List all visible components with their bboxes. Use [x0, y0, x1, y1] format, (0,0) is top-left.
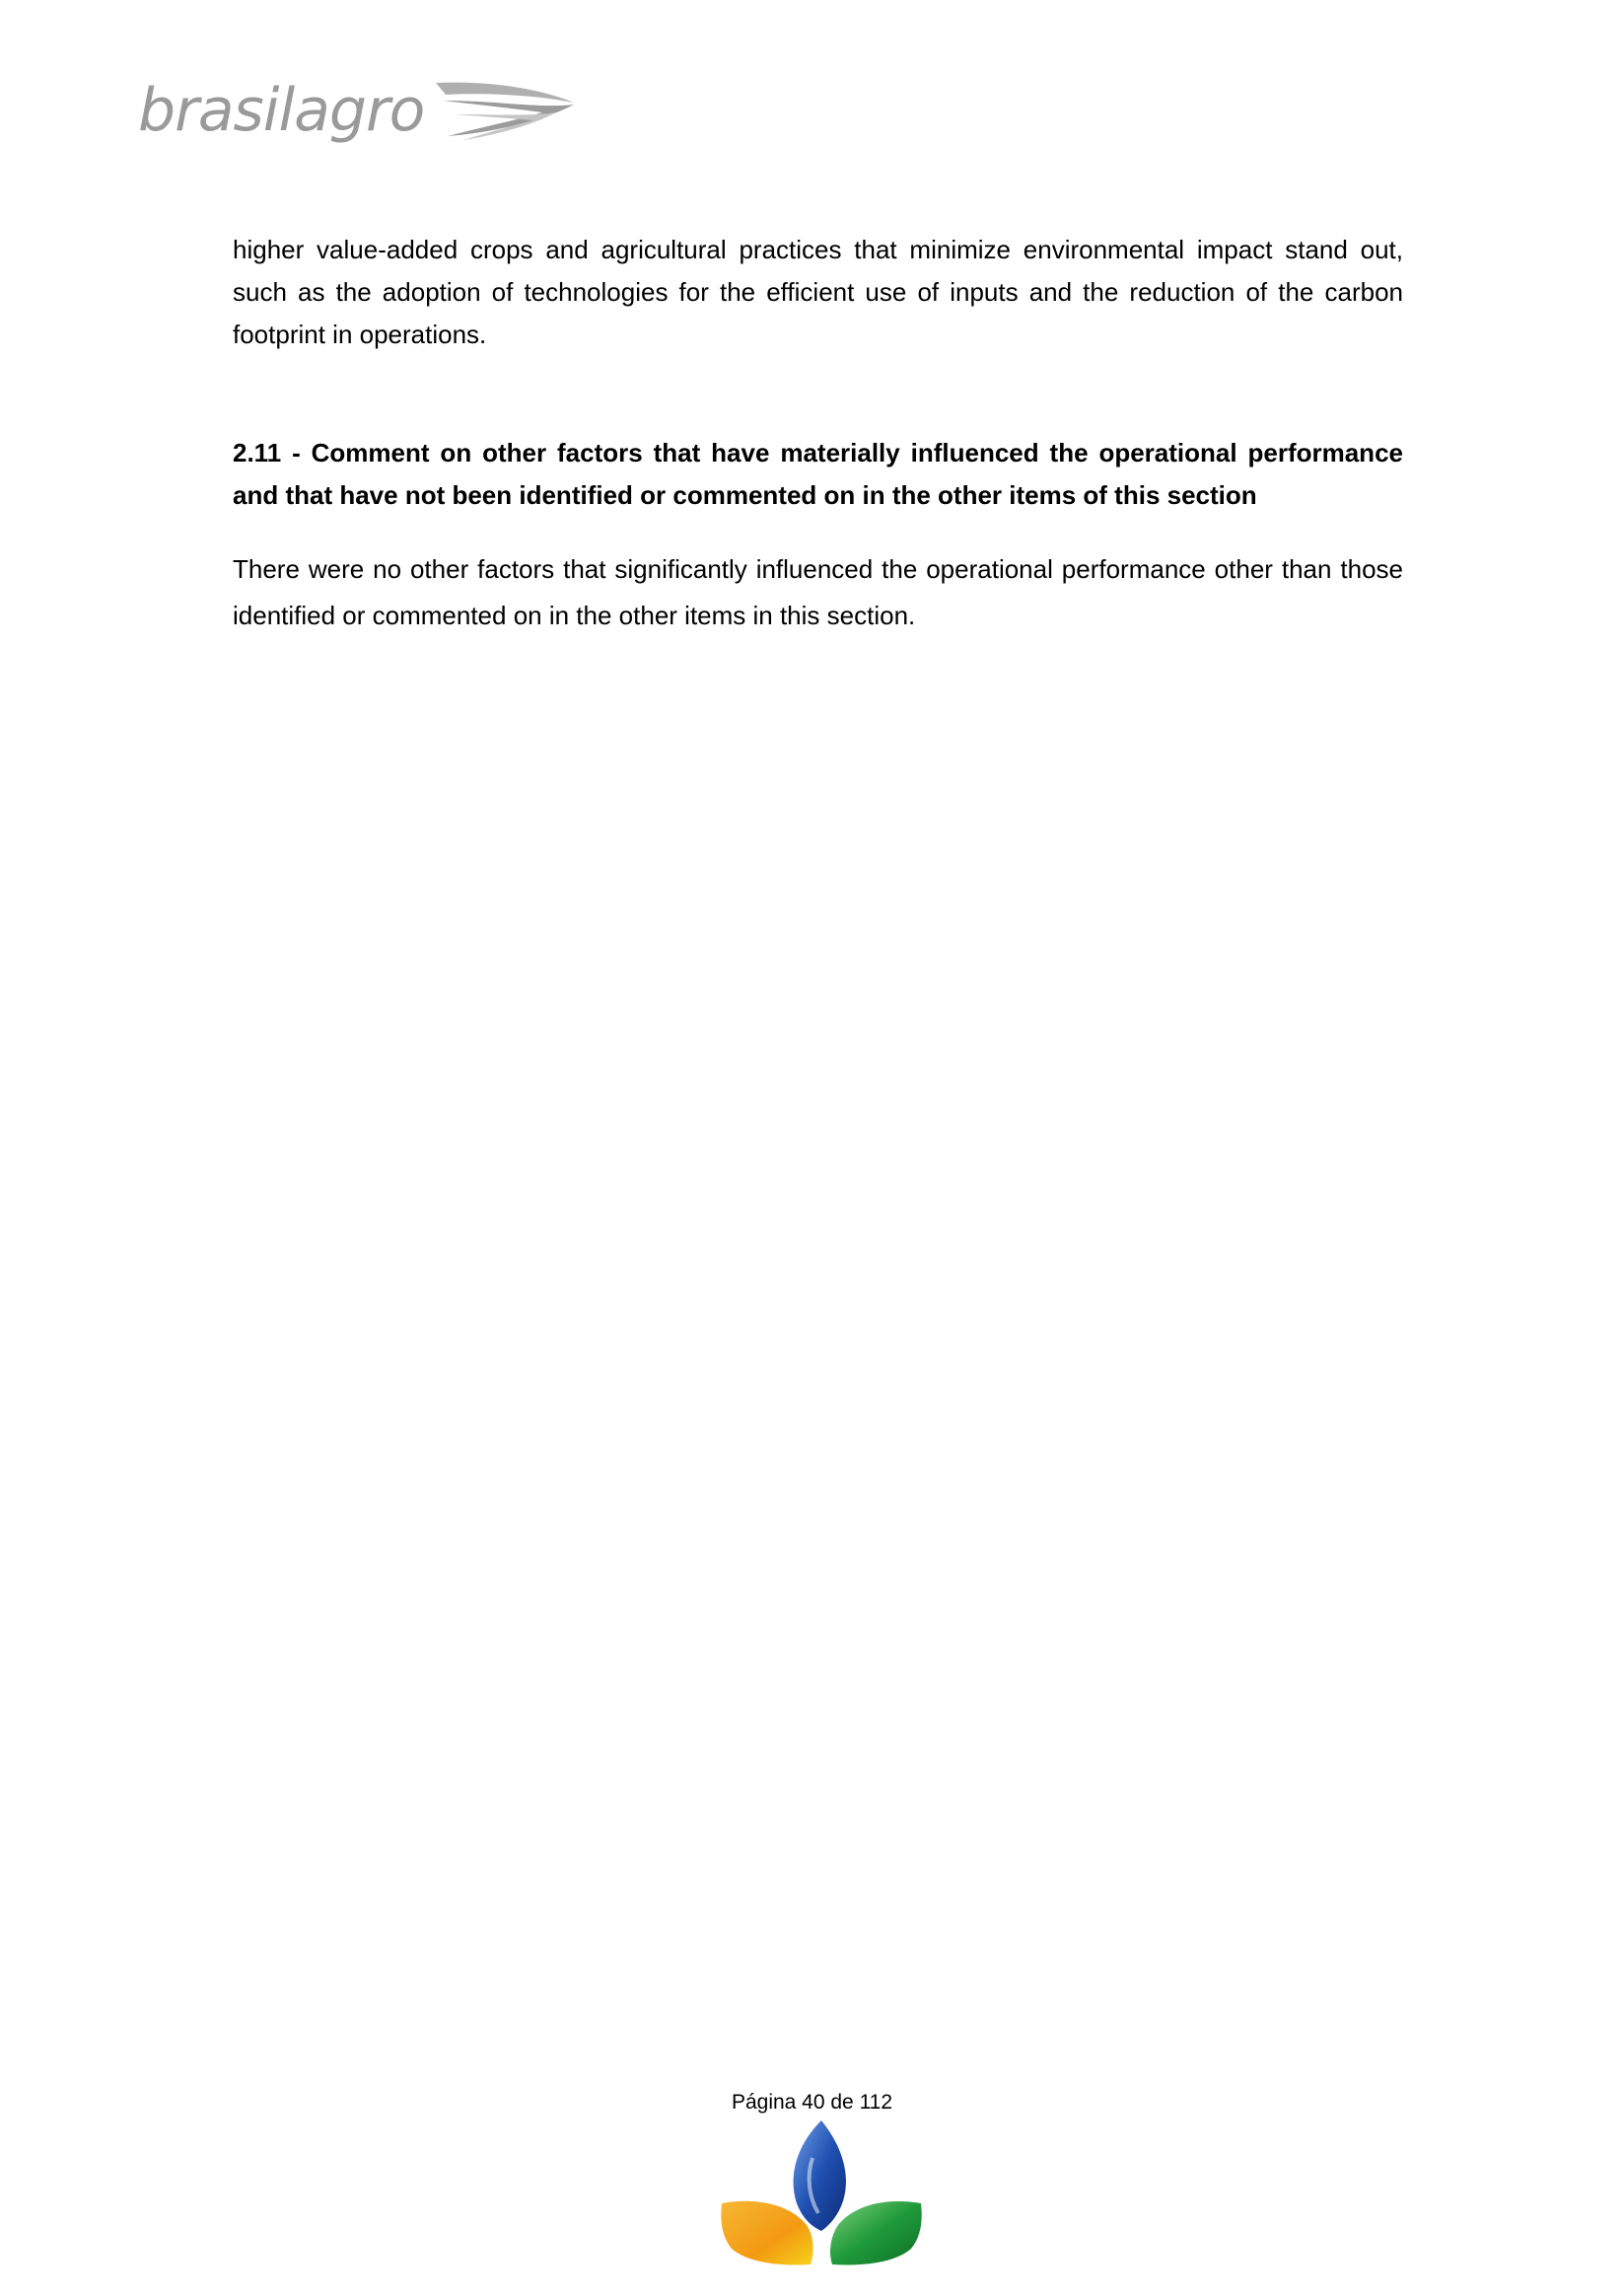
paragraph-section-2-11: There were no other factors that significantly influenced the operational performance other than those identified or commented on in the other items in this section.: [233, 554, 1403, 630]
logo-swoosh-icon: [426, 75, 584, 144]
page-number: Página 40 de 112: [731, 2091, 893, 2114]
brasilagro-leaf-emblem-icon: [720, 2118, 923, 2266]
section-heading-2-11: 2.11 - Comment on other factors that have materially influenced the operational performance and that have not been identified or commented on in the other items of this section: [233, 438, 1403, 510]
brasilagro-logo: [138, 71, 454, 150]
paragraph-continuation: higher value-added crops and agricultural practices that minimize environmental impact stand out, such as the adoption of technologies for the efficient use of inputs and the reduction of the carbon footprint in operations.: [233, 235, 1403, 349]
document-body: [233, 229, 1403, 639]
logo-wordmark: brasilagro: [138, 76, 425, 145]
